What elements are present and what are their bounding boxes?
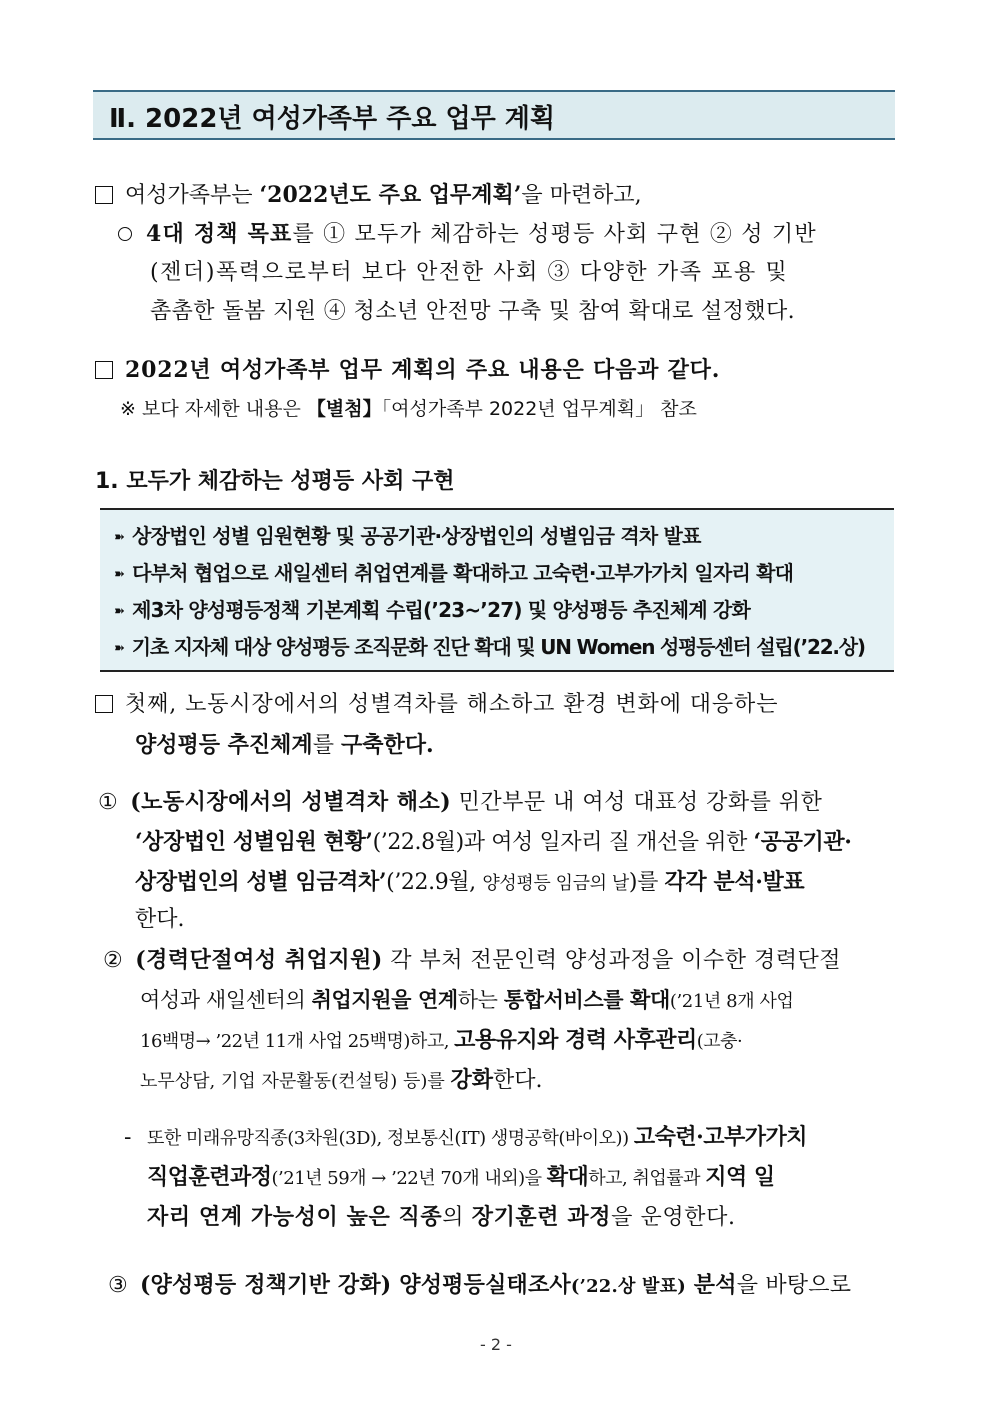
text: (’22.8월)과 여성 일자리 질 개선을 위한 xyxy=(372,830,754,855)
text-bold-small: (’22.상 발표) xyxy=(570,1276,686,1297)
text: )를 xyxy=(628,870,665,895)
text-bold: 확대 xyxy=(546,1164,589,1190)
text-bold: 통합서비스를 확대 xyxy=(503,987,670,1012)
text-bold: 자리 연계 가능성이 높은 직종 xyxy=(147,1204,443,1230)
intro-line-4: 촘촘한 돌봄 지원 ④ 청소년 안전망 구축 및 참여 확대로 설정했다. xyxy=(150,299,796,324)
text-bold: (노동시장에서의 성별격차 해소) xyxy=(130,789,452,815)
text-bold: 취업지원을 연계 xyxy=(311,987,458,1012)
text: 한다. xyxy=(493,1068,543,1093)
arrow-bullet-icon: ➽ xyxy=(114,604,125,619)
text: 을 바탕으로 xyxy=(736,1273,852,1298)
item-number: ① xyxy=(98,790,119,815)
text: 2022년 여성가족부 업무 계획의 주요 내용은 다음과 같다. xyxy=(125,357,721,383)
text-bold: 고용유지와 경력 사후관리 xyxy=(454,1027,697,1053)
arrow-bullet-icon: ➽ xyxy=(114,567,125,582)
item2-line-1 xyxy=(103,945,841,976)
text-small: 하고, 취업률과 xyxy=(588,1168,706,1189)
text-bold: 강화 xyxy=(450,1067,494,1093)
item2-sub-line-3 xyxy=(147,1202,736,1233)
text-bold: 장기훈련 과정 xyxy=(471,1204,612,1230)
item2-line-3 xyxy=(140,1025,742,1057)
text-small: 또한 미래유망직종(3차원(3D), 정보통신(IT) 생명공학(바이오)) xyxy=(146,1128,634,1149)
intro-line-2 xyxy=(118,219,817,250)
text-bold: 양성평등실태조사 xyxy=(391,1272,571,1298)
text: 의 xyxy=(442,1205,472,1230)
item2-line-2 xyxy=(140,985,794,1017)
summary-item xyxy=(114,520,701,549)
text-bold: 각각 분석·발표 xyxy=(664,869,805,895)
text-bold: 양성평등 추진체계 xyxy=(135,732,313,758)
summary-item xyxy=(114,557,793,586)
text: 다부처 협업으로 새일센터 취업연계를 확대하고 고숙련·고부가가치 일자리 확대 xyxy=(132,561,794,585)
text: 제3차 양성평등정책 기본계획 수립(’23~’27) 및 양성평등 추진체계 강화 xyxy=(132,598,751,622)
section-1-heading: 1. 모두가 체감하는 성평등 사회 구현 xyxy=(95,469,455,494)
text-small: (’21년 59개 → ’22년 70개 내외)을 xyxy=(271,1168,547,1189)
arrow-bullet-icon: ➽ xyxy=(114,530,125,545)
text: 「여성가족부 2022년 업무계획」 참조 xyxy=(381,398,697,420)
text-small: (고충· xyxy=(696,1031,743,1052)
text-bold: 고숙련·고부가가치 xyxy=(633,1124,808,1150)
main-content-line xyxy=(95,355,720,385)
text-bold: 상장법인의 성별 임금격차’ xyxy=(135,869,387,895)
text: 첫째, 노동시장에서의 성별격차를 해소하고 환경 변화에 대응하는 xyxy=(125,692,779,717)
text: 민간부문 내 여성 대표성 강화를 위한 xyxy=(451,790,823,815)
item2-sub-line-2 xyxy=(147,1162,775,1194)
text: (’22.9월, xyxy=(386,870,483,895)
text: 을 운영한다. xyxy=(611,1205,736,1230)
text: 상장법인 성별 임원현황 및 공공기관·상장법인의 성별임금 격차 발표 xyxy=(132,524,701,548)
item1-line-4: 한다. xyxy=(135,907,185,932)
text-bold: ‘상장법인 성별임원 현황’ xyxy=(135,829,373,855)
item2-sub-line-1 xyxy=(124,1122,807,1154)
checkbox-square-icon xyxy=(95,361,113,379)
text-small: 16백명→ ’22년 11개 사업 25백명)하고, xyxy=(140,1031,455,1052)
summary-box xyxy=(100,508,894,672)
item2-line-4 xyxy=(140,1065,543,1097)
arrow-bullet-icon: ➽ xyxy=(114,641,124,656)
text: 여성가족부는 xyxy=(125,183,260,208)
summary-item xyxy=(114,631,865,660)
item1-line-1 xyxy=(98,787,822,818)
item-number: ③ xyxy=(108,1273,128,1298)
text: 을 마련하고, xyxy=(521,183,642,208)
text-bold: (양성평등 정책기반 강화) xyxy=(139,1272,392,1298)
text-bold: 4대 정책 목표 xyxy=(146,221,293,247)
page-number: - 2 - xyxy=(480,1335,512,1354)
text-bold: 구축한다. xyxy=(340,732,434,758)
dash-bullet: - xyxy=(124,1125,131,1150)
text: 기초 지자체 대상 양성평등 조직문화 진단 확대 및 UN Women 성평등센터 설립(’22.상) xyxy=(131,635,865,659)
item3-line-1 xyxy=(108,1270,851,1302)
text-bold: ‘2022년도 주요 업무계획’ xyxy=(259,182,522,208)
first-line-1 xyxy=(95,690,778,720)
item1-line-3 xyxy=(135,867,804,899)
intro-line-1 xyxy=(95,180,642,211)
text: 를 ① 모두가 체감하는 성평등 사회 구현 ② 성 기반 xyxy=(292,222,817,247)
text: 하는 xyxy=(457,988,504,1012)
circle-bullet-icon xyxy=(118,227,132,241)
text-small: 양성평등 임금의 날 xyxy=(482,873,629,894)
summary-item xyxy=(114,594,750,623)
item1-line-2 xyxy=(135,827,851,858)
text: 여성과 새일센터의 xyxy=(140,988,312,1012)
text-bold: 지역 일 xyxy=(705,1164,775,1190)
checkbox-square-icon xyxy=(95,695,113,713)
text-bold: ‘공공기관· xyxy=(753,829,852,855)
intro-line-3: (젠더)폭력으로부터 보다 안전한 사회 ③ 다양한 가족 포용 및 xyxy=(150,260,789,285)
item-number: ② xyxy=(103,948,124,973)
section-title-bar xyxy=(93,90,895,140)
first-line-2 xyxy=(135,730,434,761)
reference-note xyxy=(120,394,697,421)
text-bold: 분석 xyxy=(685,1272,737,1298)
page-title: Ⅱ. 2022년 여성가족부 주요 업무 계획 xyxy=(109,104,556,134)
text-small: (’21년 8개 사업 xyxy=(669,991,794,1012)
text-bold: (경력단절여성 취업지원) xyxy=(135,947,383,973)
checkbox-square-icon xyxy=(95,186,113,204)
text-small: 노무상담, 기업 자문활동(컨설팅) 등)를 xyxy=(140,1071,451,1092)
text: 각 부처 전문인력 양성과정을 이수한 경력단절 xyxy=(382,948,841,973)
text: ※ 보다 자세한 내용은 xyxy=(120,398,307,420)
text: 를 xyxy=(312,733,341,758)
text-bold: 【별첨】 xyxy=(306,398,382,420)
text-bold: 직업훈련과정 xyxy=(147,1164,272,1190)
